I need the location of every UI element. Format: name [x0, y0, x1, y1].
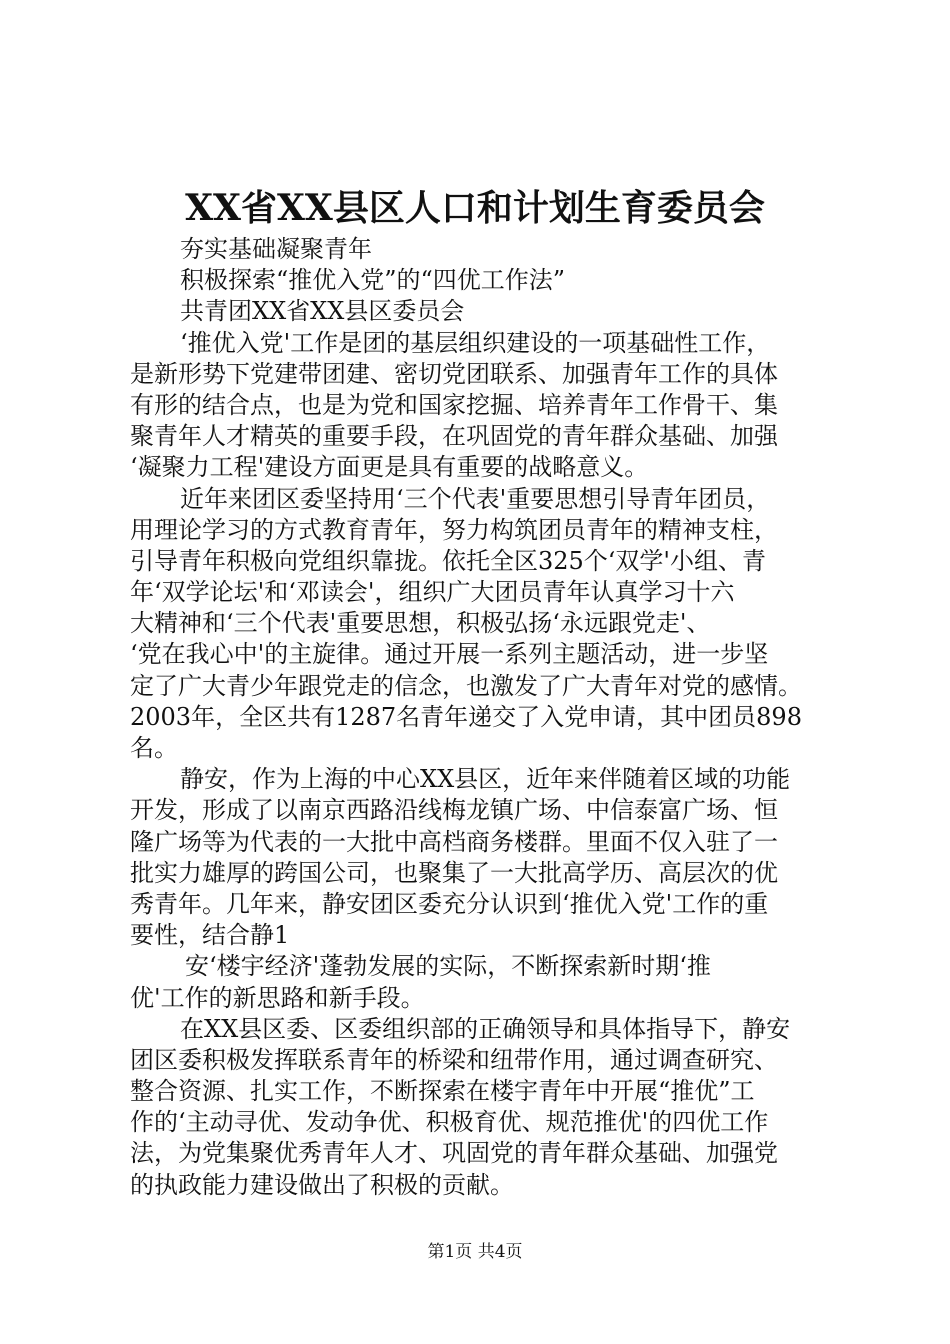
subtitle-line: 积极探索“推优入党”的“四优工作法”: [180, 266, 566, 295]
paragraph-line: 静安，作为上海的中心XX县区，近年来伴随着区域的功能: [180, 765, 791, 794]
paragraph-line: ‘党在我心中'的主旋律。通过开展一系列主题活动，进一步坚: [130, 640, 769, 669]
document-body: [130, 234, 830, 1201]
paragraph-line: 大精神和‘三个代表'重要思想，积极弘扬‘永远跟党走'、: [130, 609, 711, 638]
paragraph-line: 用理论学习的方式教育青年，努力构筑团员青年的精神支柱，: [130, 515, 778, 544]
paragraph-line: 作的‘主动寻优、发动争优、积极育优、规范推优'的四优工作: [130, 1108, 769, 1137]
paragraph-line: 秀青年。几年来，静安团区委充分认识到‘推优入党'工作的重: [130, 889, 769, 918]
paragraph-line: 在XX县区委、区委组织部的正确领导和具体指导下，静安: [180, 1014, 791, 1043]
paragraph-line: 隆广场等为代表的一大批中高档商务楼群。里面不仅入驻了一: [130, 827, 778, 856]
paragraph-line: 定了广大青少年跟党走的信念，也激发了广大青年对党的感情。: [130, 671, 802, 700]
paragraph-line: 开发，形成了以南京西路沿线梅龙镇广场、中信泰富广场、恒: [130, 796, 778, 825]
paragraph-line: 要性，结合静1: [130, 921, 290, 950]
paragraph-line: 聚青年人才精英的重要手段，在巩固党的青年群众基础、加强: [130, 422, 778, 451]
subtitle-line: 夯实基础凝聚青年: [180, 235, 372, 263]
paragraph-line: 引导青年积极向党组织靠拢。依托全区325个‘双学'小组、青: [130, 546, 767, 575]
paragraph-line: ‘凝聚力工程'建设方面更是具有重要的战略意义。: [130, 453, 649, 482]
paragraph-line: 的执政能力建设做出了积极的贡献。: [130, 1170, 514, 1199]
paragraph-line: 法，为党集聚优秀青年人才、巩固党的青年群众基础、加强党: [130, 1139, 778, 1168]
paragraph-line: 名。: [130, 734, 178, 762]
paragraph-line: 优'工作的新思路和新手段。: [130, 983, 425, 1012]
paragraph-line: 批实力雄厚的跨国公司，也聚集了一大批高学历、高层次的优: [130, 858, 778, 887]
page-number-footer: 第1页 共4页: [427, 1242, 523, 1262]
paragraph-line: 是新形势下党建带团建、密切党团联系、加强青年工作的具体: [130, 359, 778, 388]
paragraph-line: 有形的结合点，也是为党和国家挖掘、培养青年工作骨干、集: [130, 390, 778, 419]
paragraph-line: 近年来团区委坚持用‘三个代表'重要思想引导青年团员，: [180, 484, 771, 513]
document-title: XX省XX县区人口和计划生育委员会: [185, 187, 765, 229]
paragraph-line: 2003年，全区共有1287名青年递交了入党申请，其中团员898: [130, 702, 802, 731]
paragraph-line: ‘推优入党'工作是团的基层组织建设的一项基础性工作，: [180, 328, 771, 357]
author-line: 共青团XX省XX县区委员会: [180, 297, 465, 326]
paragraph-line: 团区委积极发挥联系青年的桥梁和纽带作用，通过调查研究、: [130, 1045, 778, 1074]
paragraph-line: 整合资源、扎实工作，不断探索在楼宇青年中开展“推优”工: [130, 1077, 755, 1106]
paragraph-line: 安‘楼宇经济'蓬勃发展的实际，不断探索新时期‘推: [185, 952, 711, 981]
paragraph-line: 年‘双学论坛'和‘邓读会'，组织广大团员青年认真学习十六: [130, 578, 735, 607]
